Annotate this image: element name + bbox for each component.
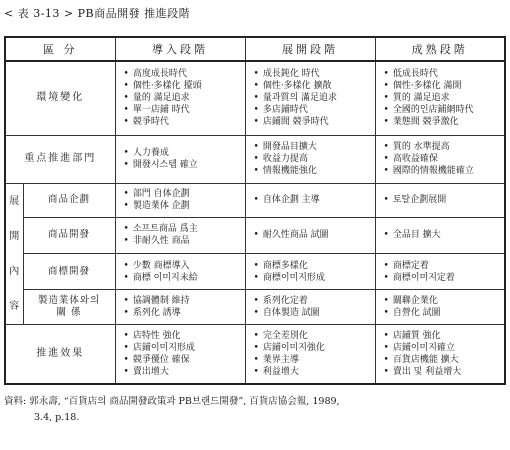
item-list	[376, 141, 505, 177]
item-list	[376, 194, 505, 206]
list-item: • 完全差別化	[254, 330, 371, 342]
item-list	[116, 223, 245, 247]
cell-env-maturity	[375, 61, 505, 135]
list-item: • 非耐久性 商品	[124, 235, 241, 247]
list-item: • 店鋪이미지強化	[254, 342, 371, 354]
list-item: • 競爭優位 確保	[124, 354, 241, 366]
list-item: • 業界主導	[254, 354, 371, 366]
list-item: • 店鋪이미지確立	[384, 342, 501, 354]
list-item: • 國際的情報機能確立	[384, 165, 501, 177]
list-item: • 自体企劃 主導	[254, 194, 371, 206]
cell-product-maturity	[375, 217, 505, 253]
item-list	[116, 68, 245, 128]
list-item: • 協調體制 維持	[124, 295, 241, 307]
cell-relation-maturity	[375, 290, 505, 324]
source-citation	[4, 394, 504, 426]
list-item: • 個性·多樣化 擡頭	[124, 80, 241, 92]
list-item: • 低成長時代	[384, 68, 501, 80]
item-list	[246, 229, 375, 241]
list-item: • 單一店鋪 時代	[124, 104, 241, 116]
row-label-environment: 環境變化	[5, 61, 115, 135]
cell-brand-growth	[245, 253, 375, 289]
item-list	[376, 260, 505, 284]
item-list	[246, 194, 375, 206]
cell-env-growth	[245, 61, 375, 135]
relation-label-bottom: 關 係	[56, 306, 82, 318]
cell-relation-growth	[245, 290, 375, 324]
item-list	[116, 188, 245, 212]
row-label-product-dev: 商品開發	[23, 217, 115, 253]
row-focus	[5, 135, 505, 183]
item-list	[116, 260, 245, 284]
list-item: • 利益增大	[254, 366, 371, 378]
list-item: • 開發시스템 確立	[124, 159, 241, 171]
list-item: • 成長鈍化 時代	[254, 68, 371, 80]
list-item: • 高收益確保	[384, 153, 501, 165]
list-item: • 商標多樣化	[254, 260, 371, 272]
row-effects	[5, 324, 505, 384]
list-item: • 賣出 및 利益增大	[384, 366, 501, 378]
header-row	[5, 37, 505, 61]
cell-planning-introduction	[115, 183, 245, 217]
row-environment	[5, 61, 505, 135]
cell-brand-maturity	[375, 253, 505, 289]
item-list	[116, 147, 245, 171]
row-label-manufacturer-relation	[23, 290, 115, 324]
list-item: • 競爭時代	[124, 116, 241, 128]
list-item: • 店鋪間 競爭時代	[254, 116, 371, 128]
row-manufacturer-relation	[5, 290, 505, 324]
header-maturity: 成熟段階	[375, 37, 505, 61]
cell-relation-introduction	[115, 290, 245, 324]
row-label-brand-dev: 商標開發	[23, 253, 115, 289]
list-item: • 全品目 擴大	[384, 229, 501, 241]
list-item: • 賣出增大	[124, 366, 241, 378]
cell-focus-growth	[245, 135, 375, 183]
cell-product-growth	[245, 217, 375, 253]
list-item: • 部門 自体企劃	[124, 188, 241, 200]
item-list	[246, 68, 375, 128]
list-item: • 製造業体 企劃	[124, 200, 241, 212]
header-growth: 展開段階	[245, 37, 375, 61]
relation-label-top: 製造業体와의	[37, 294, 101, 306]
list-item: • 高度成長時代	[124, 68, 241, 80]
header-introduction: 導入段階	[115, 37, 245, 61]
cell-product-introduction	[115, 217, 245, 253]
cell-focus-introduction	[115, 135, 245, 183]
cell-effects-introduction	[115, 324, 245, 384]
row-product-dev	[5, 217, 505, 253]
list-item: • 百貨店機能 擴大	[384, 354, 501, 366]
cell-env-introduction	[115, 61, 245, 135]
list-item: • 質的 水準提高	[384, 141, 501, 153]
cell-effects-maturity	[375, 324, 505, 384]
list-item: • 業態間 競爭激化	[384, 116, 501, 128]
list-item: • 商標이미지形成	[254, 272, 371, 284]
item-list	[246, 141, 375, 177]
list-item: • 量的 滿足追求	[124, 92, 241, 104]
group-char-2: 開	[9, 230, 20, 242]
list-item: • 商標定着	[384, 260, 501, 272]
list-item: • 耐久性商品 試圖	[254, 229, 371, 241]
group-char-3: 內	[9, 265, 20, 277]
item-list	[246, 330, 375, 378]
cell-focus-maturity	[375, 135, 505, 183]
row-label-focus: 重点推進部門	[5, 135, 115, 183]
list-item: • 多店鋪時代	[254, 104, 371, 116]
item-list	[376, 295, 505, 319]
group-char-1: 展	[9, 195, 20, 207]
list-item: • 情報機能強化	[254, 165, 371, 177]
source-line-2: 3.4, p.18.	[34, 412, 80, 423]
row-label-effects: 推進效果	[5, 324, 115, 384]
cell-effects-growth	[245, 324, 375, 384]
row-brand-dev	[5, 253, 505, 289]
list-item: • 自營化 試圖	[384, 307, 501, 319]
list-item: • 人力養成	[124, 147, 241, 159]
list-item: • 個性·多樣化 擴散	[254, 80, 371, 92]
list-item: • 量과質의 滿足追求	[254, 92, 371, 104]
item-list	[246, 295, 375, 319]
list-item: • 系列化定着	[254, 295, 371, 307]
list-item: • 店鋪質 強化	[384, 330, 501, 342]
list-item: • 收益力提高	[254, 153, 371, 165]
row-label-planning: 商品企劃	[23, 183, 115, 217]
cell-planning-growth	[245, 183, 375, 217]
item-list	[376, 330, 505, 378]
list-item: • 開發品目擴大	[254, 141, 371, 153]
list-item: • 店鋪이미지形成	[124, 342, 241, 354]
list-item: • 系列化 誘導	[124, 307, 241, 319]
list-item: • 個性·多樣化 滿開	[384, 80, 501, 92]
group-char-4: 容	[9, 300, 20, 312]
row-planning	[5, 183, 505, 217]
source-line-1: 資料: 郭永壽, “百貨店의 商品開發政策과 PB브랜드開發”, 百貨店協会報, 1989,	[4, 396, 340, 407]
cell-brand-introduction	[115, 253, 245, 289]
list-item: • 少數 商標導入	[124, 260, 241, 272]
list-item: • 商標 이미지未給	[124, 272, 241, 284]
list-item: • 自体製造 試圖	[254, 307, 371, 319]
cell-planning-maturity	[375, 183, 505, 217]
list-item: • 全國的인店鋪網時代	[384, 104, 501, 116]
header-category: 區 分	[5, 37, 115, 61]
list-item: • 質的 滿足追求	[384, 92, 501, 104]
list-item: • 商標이미지定着	[384, 272, 501, 284]
item-list	[116, 330, 245, 378]
item-list	[246, 260, 375, 284]
item-list	[116, 295, 245, 319]
table-caption: < 表 3-13 > PB商品開發 推進段階	[4, 7, 191, 20]
list-item: • 소프트商品 爲主	[124, 223, 241, 235]
list-item: • 店特性 強化	[124, 330, 241, 342]
list-item: • 토탈企劃展開	[384, 194, 501, 206]
pb-development-table	[4, 36, 506, 385]
list-item: • 關聯企業化	[384, 295, 501, 307]
item-list	[376, 229, 505, 241]
item-list	[376, 68, 505, 128]
group-label-content	[5, 183, 23, 324]
